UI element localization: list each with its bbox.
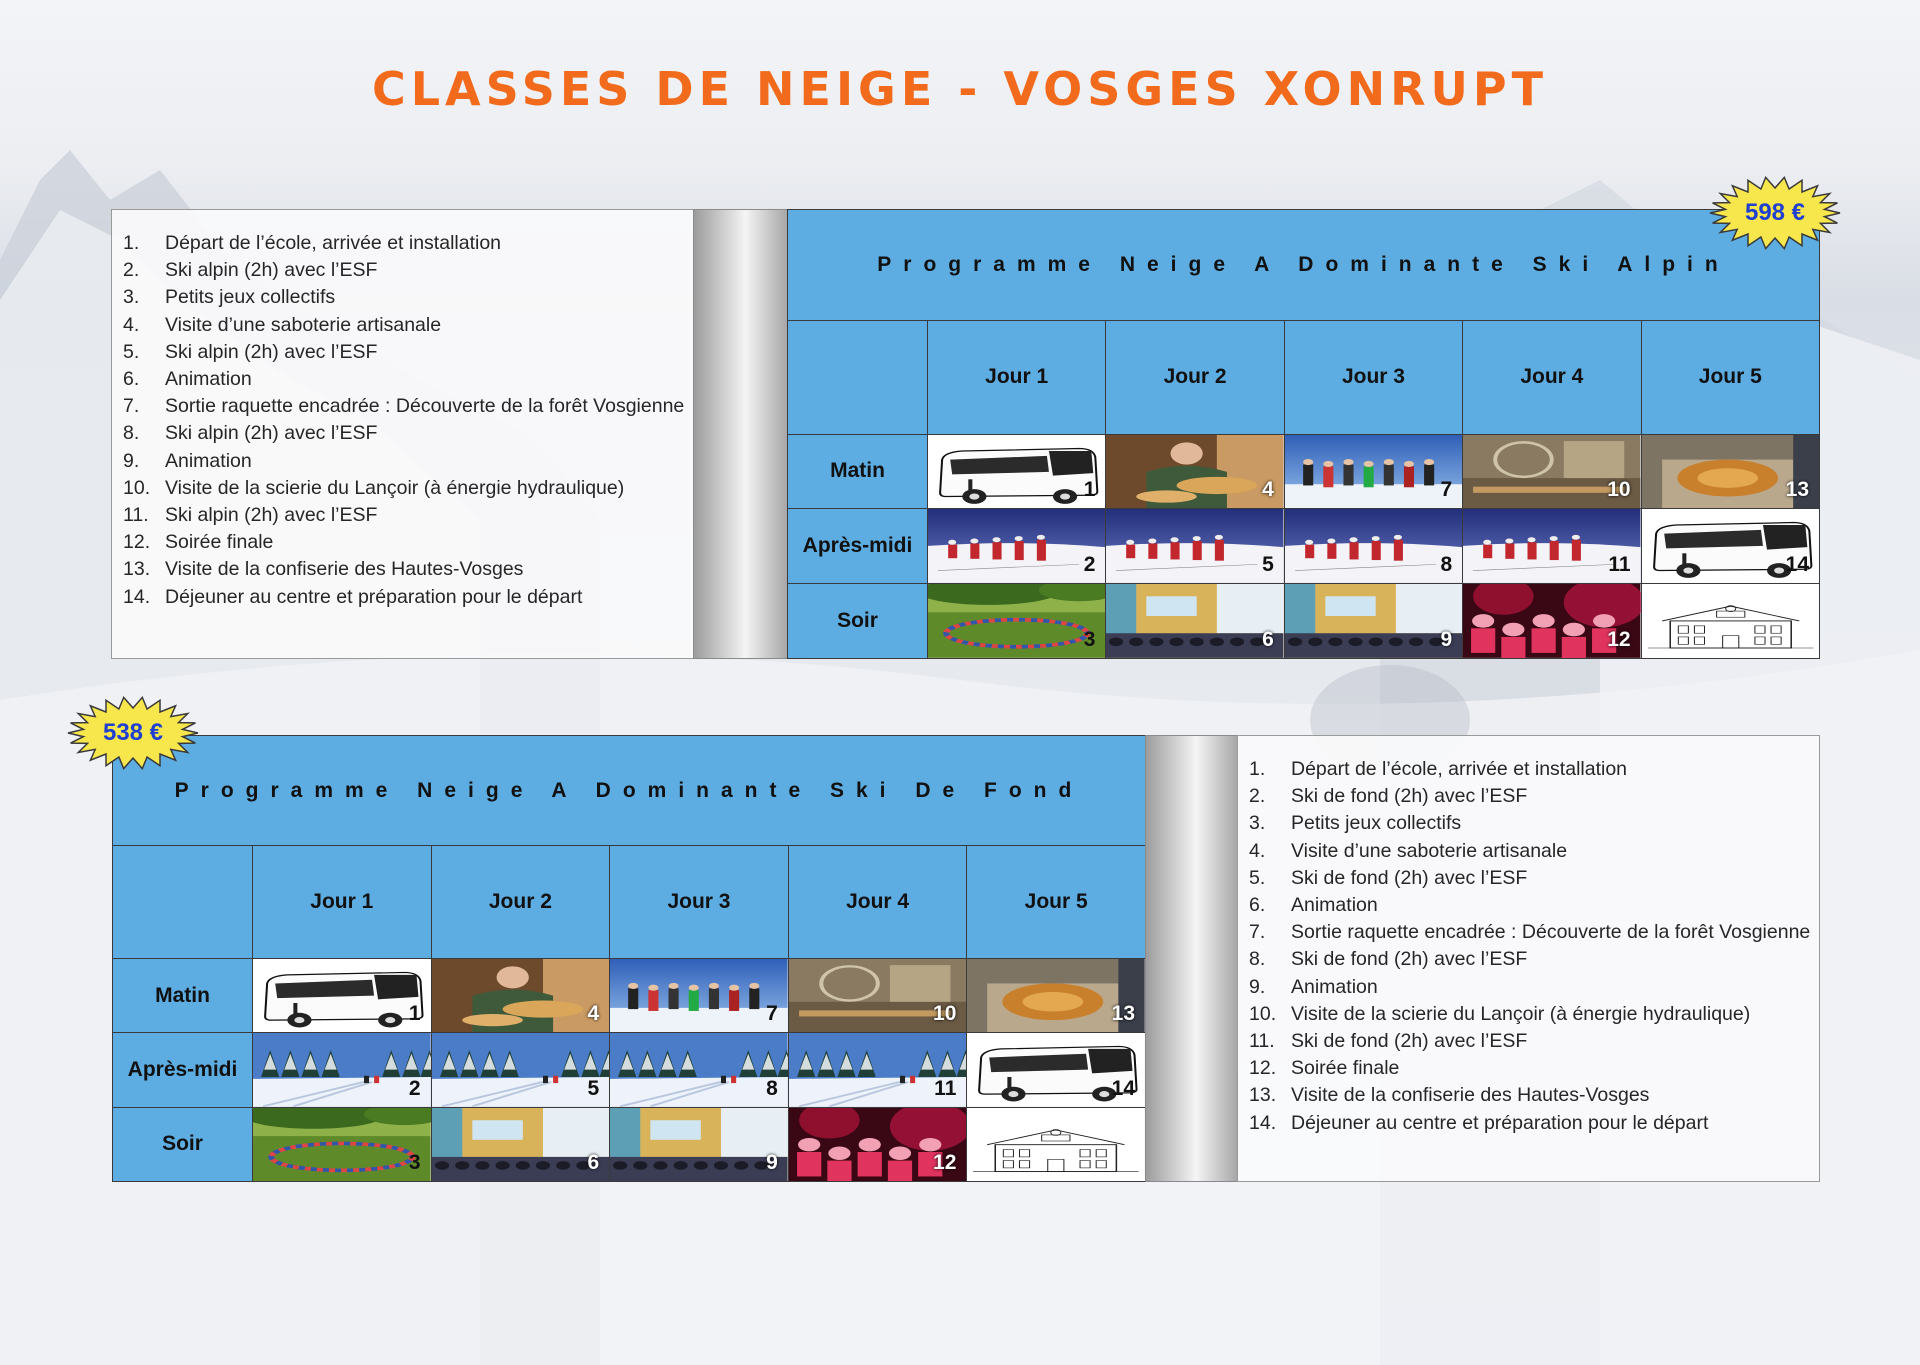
row-label: Après-midi (113, 1033, 253, 1107)
fond-program-title: Programme Neige A Dominante Ski De Fond (113, 736, 1146, 846)
activity-number-badge: 5 (587, 1076, 600, 1100)
activity-number-badge: 3 (408, 1151, 421, 1174)
activity-text: Visite de la confiserie des Hautes-Vosges (1291, 1084, 1650, 1107)
outdoor-circle-games-photo (928, 584, 1105, 658)
activity-item (123, 584, 694, 611)
classroom-animation-photo (1106, 584, 1283, 658)
schedule-cell (431, 959, 610, 1033)
activity-number-badge: 12 (933, 1151, 957, 1174)
activity-text: Animation (165, 368, 252, 391)
schedule-cell (967, 959, 1146, 1033)
school-drawing-icon (1642, 584, 1819, 658)
activity-number-badge: 5 (1262, 553, 1274, 577)
schedule-cell (928, 434, 1106, 509)
activity-item (1249, 1055, 1819, 1082)
activity-number: 13. (123, 558, 151, 581)
activity-number-badge: 10 (1607, 478, 1631, 502)
activity-number: 7. (123, 395, 140, 418)
school-drawing-icon (967, 1108, 1145, 1181)
activity-number-badge: 6 (587, 1151, 600, 1174)
alpine-ski-class-photo (928, 509, 1105, 583)
day-header: Jour 2 (431, 846, 610, 959)
fond-price-badge (66, 696, 200, 770)
activity-number-badge: 7 (766, 1002, 778, 1026)
activity-item (123, 284, 694, 311)
activity-number: 7. (1249, 921, 1266, 944)
activity-number: 3. (123, 286, 140, 309)
alpine-ski-class-photo (1285, 509, 1462, 583)
schedule-cell (610, 959, 789, 1033)
day-header: Jour 3 (1284, 320, 1462, 434)
activity-number: 8. (1249, 948, 1266, 971)
activity-text: Ski de fond (2h) avec l’ESF (1291, 866, 1528, 889)
activity-text: Déjeuner au centre et préparation pour le départ (165, 585, 583, 608)
activity-number-badge: 2 (408, 1076, 421, 1100)
activity-text: Ski de fond (2h) avec l’ESF (1291, 785, 1528, 808)
activity-number-badge: 9 (766, 1151, 778, 1174)
activity-number-badge: 14 (1785, 553, 1809, 577)
table-corner (788, 320, 928, 434)
day-header: Jour 1 (928, 320, 1106, 434)
schedule-cell (1463, 509, 1641, 584)
outdoor-circle-games-photo (253, 1108, 431, 1181)
alpin-program-title: Programme Neige A Dominante Ski Alpin (788, 210, 1820, 321)
activity-text: Animation (1291, 975, 1378, 998)
day-header: Jour 3 (610, 846, 789, 959)
activity-item (1249, 838, 1819, 865)
activity-text: Visite de la scierie du Lançoir (à énergie hydraulique) (1291, 1002, 1751, 1025)
activity-number: 12. (123, 531, 151, 554)
snowshoe-group-photo (610, 959, 788, 1032)
alpin-price: 598 € (1744, 199, 1806, 226)
activity-number-badge: 11 (1608, 553, 1631, 577)
schedule-cell (1641, 509, 1819, 584)
activity-item (1249, 919, 1819, 946)
schedule-cell (1463, 584, 1641, 659)
alpin-activity-list (111, 209, 695, 659)
schedule-cell (1106, 509, 1284, 584)
activity-number-badge: 11 (934, 1076, 957, 1100)
schedule-cell (1641, 434, 1819, 509)
activity-item (1249, 1082, 1819, 1109)
activity-number: 1. (1249, 758, 1266, 780)
activity-item (123, 393, 694, 420)
activity-item (123, 556, 694, 583)
activity-item (123, 475, 694, 502)
activity-number-badge: 3 (1083, 628, 1096, 651)
schedule-cell (610, 1033, 789, 1107)
page-title: CLASSES DE NEIGE - VOSGES XONRUPT (371, 62, 1549, 116)
alpin-price-badge (1708, 176, 1842, 250)
fond-program-table (112, 735, 1146, 1182)
bus-icon (928, 435, 1105, 509)
activity-text: Ski de fond (2h) avec l’ESF (1291, 1030, 1528, 1053)
activity-number: 13. (1249, 1084, 1277, 1107)
classroom-animation-photo (610, 1108, 788, 1181)
classroom-animation-photo (1285, 584, 1462, 658)
activity-number: 9. (1249, 975, 1266, 998)
fond-separator (1145, 735, 1238, 1182)
activity-number-badge: 8 (766, 1076, 778, 1100)
activity-item (123, 230, 694, 257)
row-label: Soir (788, 584, 928, 659)
activity-text: Ski alpin (2h) avec l’ESF (165, 504, 378, 527)
activity-item (1249, 974, 1819, 1001)
day-header: Jour 5 (1641, 320, 1819, 434)
day-header: Jour 4 (788, 846, 967, 959)
schedule-cell (1284, 434, 1462, 509)
row-label: Matin (788, 434, 928, 509)
day-header: Jour 4 (1463, 320, 1641, 434)
clog-workshop-photo (432, 959, 610, 1032)
day-header: Jour 5 (967, 846, 1146, 959)
activity-text: Petits jeux collectifs (1291, 812, 1462, 835)
activity-item (1249, 946, 1819, 973)
schedule-cell (1284, 584, 1462, 659)
activity-number: 4. (1249, 839, 1266, 862)
activity-text: Animation (165, 449, 252, 472)
activity-text: Visite d’une saboterie artisanale (1291, 839, 1568, 862)
activity-number: 1. (123, 232, 140, 254)
activity-number-badge: 6 (1262, 628, 1274, 651)
fond-price: 538 € (102, 719, 164, 746)
activity-text: Sortie raquette encadrée : Découverte de la forêt Vosgienne (165, 395, 685, 418)
schedule-cell (431, 1033, 610, 1107)
alpin-program-table (787, 209, 1820, 659)
activity-item (1249, 865, 1819, 892)
clog-workshop-photo (1106, 435, 1283, 509)
activity-number: 2. (1249, 785, 1266, 808)
activity-number: 8. (123, 422, 140, 445)
activity-text: Visite d’une saboterie artisanale (165, 313, 442, 336)
schedule-cell (1106, 434, 1284, 509)
activity-item (1249, 783, 1819, 810)
row-label: Soir (113, 1107, 253, 1181)
activity-number: 14. (1249, 1111, 1277, 1134)
activity-number-badge: 4 (587, 1002, 600, 1026)
activity-number: 10. (1249, 1002, 1277, 1025)
cross-country-ski-photo (432, 1033, 610, 1106)
row-label: Matin (113, 959, 253, 1033)
activity-number-badge: 10 (933, 1002, 957, 1026)
schedule-cell (253, 1107, 432, 1181)
schedule-cell (1463, 434, 1641, 509)
activity-item (1249, 756, 1819, 783)
activity-item (1249, 1028, 1819, 1055)
activity-number: 9. (123, 449, 140, 472)
activity-text: Sortie raquette encadrée : Découverte de la forêt Vosgienne (1291, 921, 1811, 944)
alpine-ski-class-photo (1106, 509, 1283, 583)
activity-text: Départ de l’école, arrivée et installation (1291, 758, 1628, 780)
cross-country-ski-photo (253, 1033, 431, 1106)
activity-item (123, 529, 694, 556)
activity-item (123, 448, 694, 475)
classroom-animation-photo (432, 1108, 610, 1181)
activity-item (123, 420, 694, 447)
schedule-cell (1641, 584, 1819, 659)
activity-number-badge: 7 (1440, 478, 1453, 502)
activity-item (1249, 1001, 1819, 1028)
activity-number: 12. (1249, 1057, 1277, 1080)
activity-number: 10. (123, 476, 151, 499)
snowshoe-group-photo (1285, 435, 1462, 509)
activity-text: Visite de la confiserie des Hautes-Vosges (165, 558, 524, 581)
activity-text: Soirée finale (1291, 1057, 1400, 1080)
cross-country-ski-photo (610, 1033, 788, 1106)
activity-text: Ski alpin (2h) avec l’ESF (165, 340, 378, 363)
activity-text: Ski de fond (2h) avec l’ESF (1291, 948, 1528, 971)
activity-number: 2. (123, 259, 140, 282)
activity-item (123, 339, 694, 366)
activity-number: 11. (123, 504, 149, 527)
activity-number: 6. (1249, 894, 1266, 917)
activity-number: 6. (123, 368, 140, 391)
activity-item (123, 257, 694, 284)
schedule-cell (928, 584, 1106, 659)
activity-text: Ski alpin (2h) avec l’ESF (165, 259, 378, 282)
activity-number: 4. (123, 313, 140, 336)
activity-item (123, 366, 694, 393)
activity-item (1249, 810, 1819, 837)
activity-number: 14. (123, 585, 151, 608)
activity-text: Ski alpin (2h) avec l’ESF (165, 422, 378, 445)
activity-number-badge: 1 (1083, 478, 1096, 502)
activity-number-badge: 13 (1785, 478, 1809, 502)
activity-number: 5. (123, 340, 140, 363)
activity-number-badge: 9 (1440, 628, 1453, 651)
fond-activity-list (1237, 735, 1820, 1182)
schedule-cell (253, 959, 432, 1033)
schedule-cell (788, 959, 967, 1033)
schedule-cell (967, 1107, 1146, 1181)
schedule-cell (788, 1033, 967, 1107)
activity-item (1249, 1110, 1819, 1137)
activity-item (123, 502, 694, 529)
bus-icon (253, 959, 431, 1032)
schedule-cell (1106, 584, 1284, 659)
activity-number-badge: 12 (1607, 628, 1631, 651)
activity-item (1249, 892, 1819, 919)
row-label: Après-midi (788, 509, 928, 584)
schedule-cell (928, 509, 1106, 584)
activity-text: Soirée finale (165, 531, 274, 554)
schedule-cell (431, 1107, 610, 1181)
activity-number-badge: 13 (1111, 1002, 1135, 1026)
schedule-cell (610, 1107, 789, 1181)
activity-number-badge: 8 (1440, 553, 1453, 577)
activity-text: Déjeuner au centre et préparation pour le départ (1291, 1111, 1709, 1134)
activity-text: Départ de l’école, arrivée et installation (165, 232, 502, 254)
activity-number-badge: 4 (1262, 478, 1274, 502)
activity-number-badge: 2 (1083, 553, 1096, 577)
day-header: Jour 2 (1106, 320, 1284, 434)
activity-number-badge: 1 (408, 1002, 421, 1026)
activity-item (123, 312, 694, 339)
activity-text: Visite de la scierie du Lançoir (à énergie hydraulique) (165, 476, 625, 499)
alpin-separator (693, 209, 788, 659)
activity-number-badge: 14 (1111, 1076, 1135, 1100)
schedule-cell (967, 1033, 1146, 1107)
schedule-cell (788, 1107, 967, 1181)
activity-number: 11. (1249, 1030, 1275, 1053)
activity-number: 3. (1249, 812, 1266, 835)
schedule-cell (1284, 509, 1462, 584)
table-corner (113, 846, 253, 959)
activity-text: Animation (1291, 894, 1378, 917)
day-header: Jour 1 (253, 846, 432, 959)
activity-number: 5. (1249, 866, 1266, 889)
schedule-cell (253, 1033, 432, 1107)
activity-text: Petits jeux collectifs (165, 286, 336, 309)
